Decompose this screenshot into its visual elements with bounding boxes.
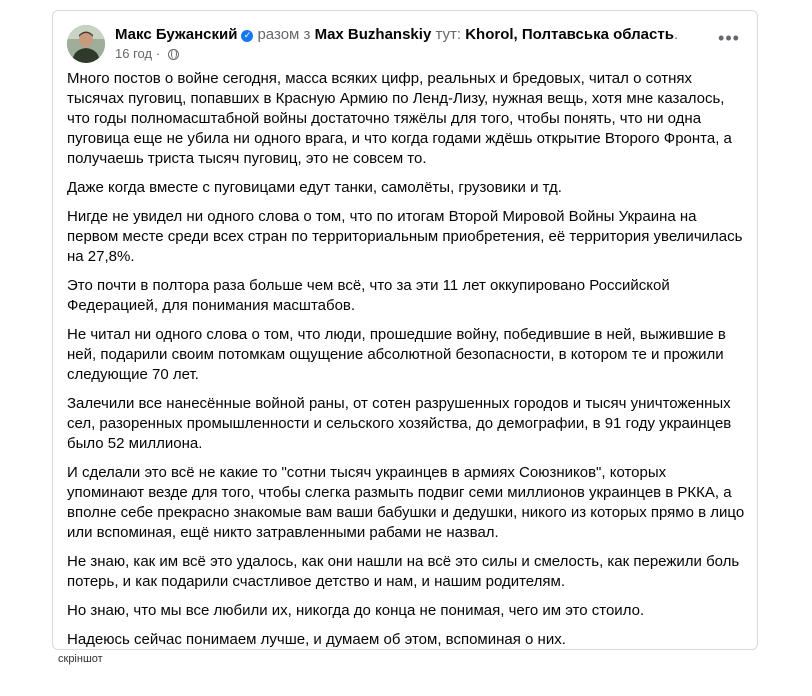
post-paragraph: Но знаю, что мы все любили их, никогда до конца не понимая, чего им это стоило. — [67, 602, 645, 619]
screenshot-caption: скріншот — [58, 653, 103, 665]
post-paragraph: Много постов о войне сегодня, масса всяких цифр, реальных и бредовых, читал о сотнях тысячах пуговиц, попавших в Красную Армию по Ленд-Лизу, нужная вещь, хотя мне казалось, что годы полномасштабной войны достаточно тяжёлы для того, чтобы понять, что ни одна пуговица еще не убила ни одного врага, и что когда годами ждёшь открытие Второго Фронта, а получаешь триста тысяч пуговиц, это не совсем то. — [67, 70, 732, 167]
tagged-user-link[interactable]: Max Buzhanskiy — [314, 26, 432, 43]
timestamp-separator: · — [155, 46, 161, 61]
post-paragraph: Это почти в полтора раза больше чем всё, что за эти 11 лет оккупировано Российской Федерацией, для понимания масштабов. — [67, 277, 670, 314]
post-paragraph: Не знаю, как им всё это удалось, как они нашли на всё это силы и смелость, как пережили боль потерь, и как подарили счастливое детство и нам, и нашим родителям. — [67, 553, 740, 590]
more-options-icon[interactable]: ••• — [718, 28, 740, 48]
globe-icon[interactable] — [168, 49, 179, 60]
avatar[interactable] — [67, 25, 105, 63]
post-timestamp[interactable]: 16 год — [115, 46, 153, 61]
post-paragraph: Даже когда вместе с пуговицами едут танки, самолёты, грузовики и тд. — [67, 179, 562, 196]
post-paragraph: И сделали это всё не какие то "сотни тысяч украинцев в армиях Союзников", которых упоминают везде для того, чтобы слегка размыть подвиг семи миллионов украинцев в РККА, а вполне себе прекрасно знакомые вам ваши бабушки и дедушки, никого из которых прямо в лицо или вспоминая, ещё никто затравленными рабами не назвал. — [67, 464, 745, 541]
post-header — [67, 21, 743, 67]
author-name[interactable]: Макс Бужанский — [115, 26, 238, 43]
post-meta — [115, 25, 703, 62]
avatar-image — [67, 25, 105, 63]
location-prefix: тут: — [435, 26, 462, 43]
post-subline — [115, 45, 703, 62]
post-paragraph: Залечили все нанесённые войной раны, от сотен разрушенных городов и тысяч уничтоженных сел, разоренных промышленности и сельского хозяйства, до демографии, в 91 году украинцев было 52 миллиона. — [67, 395, 732, 452]
location-suffix: . — [673, 26, 679, 43]
location-link[interactable]: Khorol, Полтавська область — [465, 26, 674, 43]
post-paragraph: Нигде не увидел ни одного слова о том, что по итогам Второй Мировой Войны Украина на первом месте среди всех стран по территориальным приобретения, её территория увеличилась на 27,8%. — [67, 208, 743, 265]
with-prefix: разом з — [257, 26, 311, 43]
facebook-post — [52, 10, 758, 650]
post-paragraph: Надеюсь сейчас понимаем лучше, и думаем об этом, вспоминая о них. — [67, 631, 566, 648]
post-body — [67, 69, 745, 659]
post-paragraph: Не читал ни одного слова о том, что люди, прошедшие войну, победившие в ней, выжившие в ней, подарили своим потомкам ощущение абсолютной безопасности, в котором те и прожили следующие 70 лет. — [67, 326, 726, 383]
post-byline — [115, 25, 703, 45]
verified-badge-icon: ✓ — [241, 30, 253, 42]
